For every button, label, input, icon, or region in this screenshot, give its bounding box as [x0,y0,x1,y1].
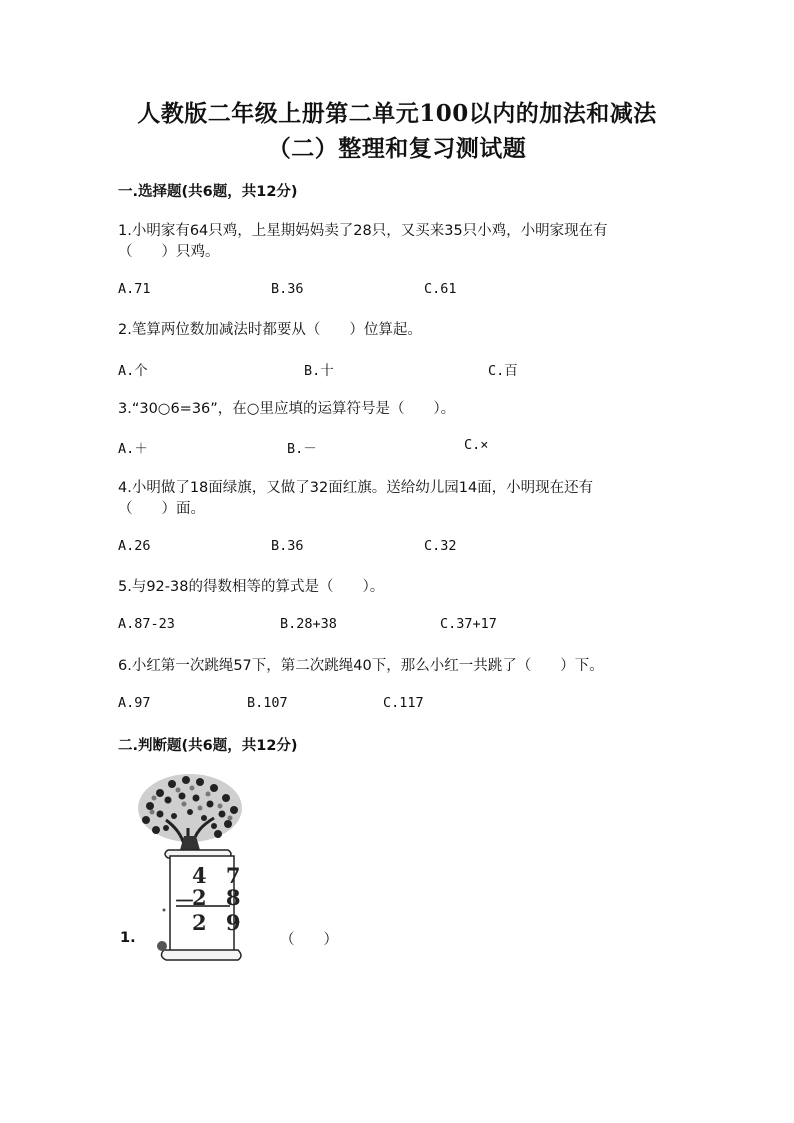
question-6-text: 6.小红第一次跳绳57下，第二次跳绳40下，那么小红一共跳了（ ）下。 [118,658,604,674]
question-2-option-a[interactable]: A.个 [118,363,148,379]
question-1-text: 1.小明家有64只鸡，上星期妈妈卖了28只，又买来35只小鸡，小明家现在有 [118,223,608,239]
question-3-text: 3.“30○6=36”，在○里应填的运算符号是（ ）。 [118,401,456,417]
vertical-calc-subtrahend: 2 8 [192,885,247,910]
question-6-option-c[interactable]: C.117 [383,695,424,711]
question-5-option-c[interactable]: C.37+17 [440,616,497,632]
question-6-option-b[interactable]: B.107 [247,695,288,711]
question-4-text-cont: （ ）面。 [118,501,205,517]
vertical-calc-result: 2 9 [192,910,247,935]
question-1-text-cont: （ ）只鸡。 [118,244,220,260]
question-4-text: 4.小明做了18面绿旗，又做了32面红旗。送给幼儿园14面，小明现在还有 [118,480,594,496]
question-5-option-b[interactable]: B.28+38 [280,616,337,632]
judgement-1-answer-blank[interactable]: （ ） [280,932,338,948]
question-3-option-a[interactable]: A.＋ [118,441,148,457]
question-6-option-a[interactable]: A.97 [118,695,151,711]
question-1-option-b[interactable]: B.36 [271,281,304,297]
question-3-option-b[interactable]: B.－ [287,441,317,457]
section-heading-choice: 一.选择题(共6题，共12分) [118,184,298,200]
tree-scroll-illustration [130,768,250,964]
page-title-line-2: （二）整理和复习测试题 [267,135,527,162]
question-5-text: 5.与92-38的得数相等的算式是（ ）。 [118,579,385,595]
question-2-option-c[interactable]: C.百 [488,363,518,379]
question-4-option-c[interactable]: C.32 [424,538,457,554]
question-1-option-a[interactable]: A.71 [118,281,151,297]
judgement-1-number: 1. [120,930,136,946]
question-5-option-a[interactable]: A.87-23 [118,616,175,632]
vertical-calc-minus-sign: － [174,888,195,913]
question-2-option-b[interactable]: B.十 [304,363,334,379]
question-4-option-b[interactable]: B.36 [271,538,304,554]
question-2-text: 2.笔算两位数加减法时都要从（ ）位算起。 [118,322,422,338]
section-heading-judgement: 二.判断题(共6题，共12分) [118,738,298,754]
question-4-option-a[interactable]: A.26 [118,538,151,554]
page-title-line-1: 人教版二年级上册第二单元100以内的加法和减法 [137,100,657,127]
question-1-option-c[interactable]: C.61 [424,281,457,297]
question-3-option-c[interactable]: C.× [464,437,489,453]
vertical-calc-top-number: 4 7 [192,863,247,888]
